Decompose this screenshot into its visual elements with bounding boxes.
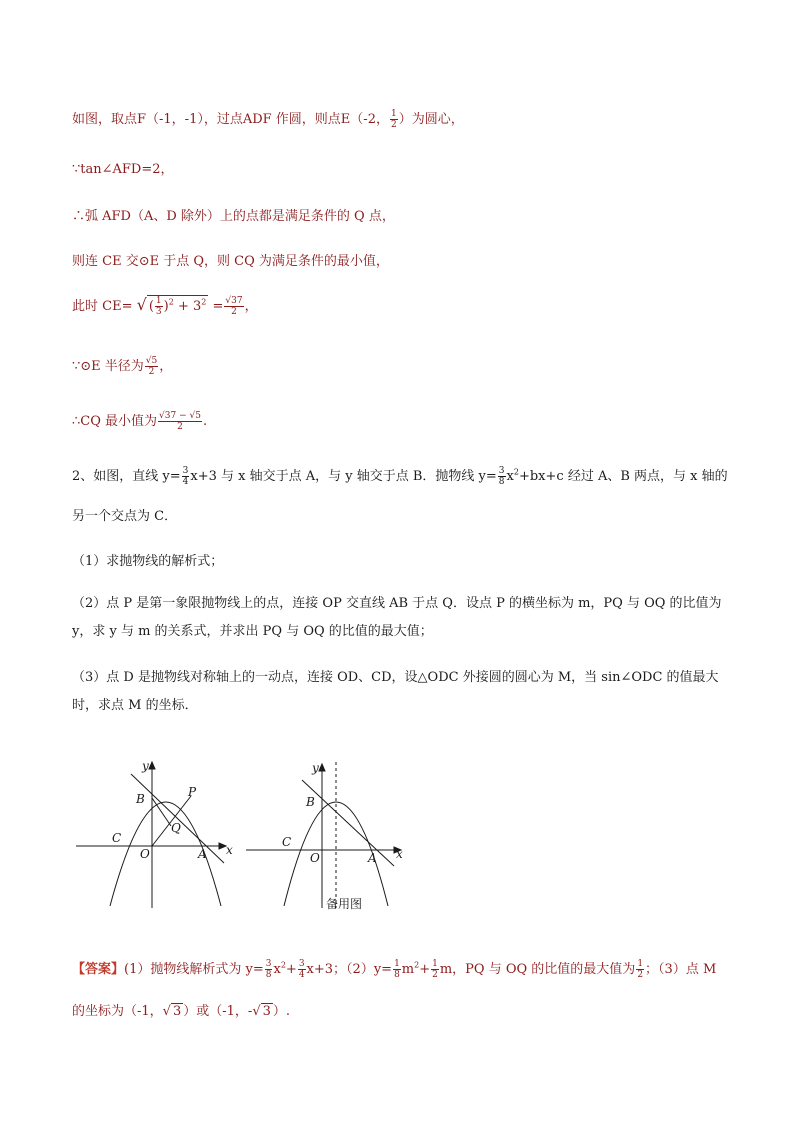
y-arrow xyxy=(319,764,325,771)
figure-caption: 备用图 xyxy=(326,897,363,911)
figure-1 xyxy=(76,758,246,908)
label-x: x xyxy=(226,843,233,857)
solution-line-7: ∴CQ 最小值为 $\frac{√37 - √5}{2}$ . xyxy=(72,411,208,432)
solution-line-2: ∵tan∠AFD=2， xyxy=(72,162,174,177)
question-3: （3）点 D 是抛物线对称轴上的一动点，连接 OD、CD，设△ODC 外接圆的圆心为 M，当 sin∠ODC 的值最大时，求点 M 的坐标． xyxy=(72,670,719,713)
solution-line-6: ∵⊙E 半径为 $\frac{√5}{2}$ ， xyxy=(72,356,173,377)
solution-line-5: 此时 CE= √ ( $\frac{1}{3}$ )$^2 + 3^2$ = $\frac{√37}{2}$ ， xyxy=(72,295,258,317)
label-c: C xyxy=(282,835,292,849)
problem-line-1: 2、如图，直线 y= $\frac{3}{4}$ x+3 与 x 轴交于点 A，与 y 轴交于点 B．抛物线 y= $\frac{3}{8}$ $x^2+bx+c$ 经过 A、B 两点，与 x 轴的 xyxy=(72,466,728,487)
solution-line-3: ∴弧 AFD（A、D 除外）上的点都是满足条件的 Q 点， xyxy=(72,209,395,224)
label-o: O xyxy=(140,847,150,861)
label-b: B xyxy=(306,795,315,809)
x-arrow xyxy=(219,843,226,849)
problem-line-2: 另一个交点为 C． xyxy=(72,509,178,524)
label-y: y xyxy=(312,761,319,775)
label-a: A xyxy=(368,851,377,865)
solution-line-1: 如图，取点F（-1，-1），过点ADF 作圆，则点E（-2， $\frac{1}{2}$ ）为圆心， xyxy=(72,109,464,130)
question-1: （1）求抛物线的解析式； xyxy=(72,554,224,569)
label-x: x xyxy=(396,847,403,861)
label-c: C xyxy=(112,831,122,845)
answer-line-1: 【答案】(1）抛物线解析式为 y= $\frac{3}{8}$ $x^2+$ $\frac{3}{4}$ x+3；（2）y= $\frac{1}{8}$ $m^2+$ $\frac{1}{2}$ m，PQ 与 OQ 的比值的最大值为 $\frac{1}{2}$ ；（3）点 M xyxy=(72,959,717,980)
answer-line-2: 的坐标为（-1，√ 3 ）或（-1，-√ 3 ）. xyxy=(72,1004,291,1019)
label-b: B xyxy=(136,792,145,806)
solution-line-4: 则连 CE 交⊙E 于点 Q，则 CQ 为满足条件的最小值， xyxy=(72,254,389,269)
answer-tag: 【答案】 xyxy=(72,962,125,977)
label-a: A xyxy=(198,847,207,861)
label-y: y xyxy=(142,759,149,773)
y-arrow xyxy=(149,762,155,769)
label-o: O xyxy=(310,851,320,865)
question-2: （2）点 P 是第一象限抛物线上的点，连接 OP 交直线 AB 于点 Q．设点 P 的横坐标为 m，PQ 与 OQ 的比值为 y，求 y 与 m 的关系式，并求出 PQ 与 OQ 的比值的最大值； xyxy=(72,596,722,639)
label-q: Q xyxy=(171,821,181,835)
sqrt-expression: ( $\frac{1}{3}$ )$^2 + 3^2$ xyxy=(148,296,207,317)
figure-2 xyxy=(246,758,416,908)
fraction: $\frac{1}{2}$ xyxy=(390,109,397,130)
label-p: P xyxy=(188,785,197,799)
